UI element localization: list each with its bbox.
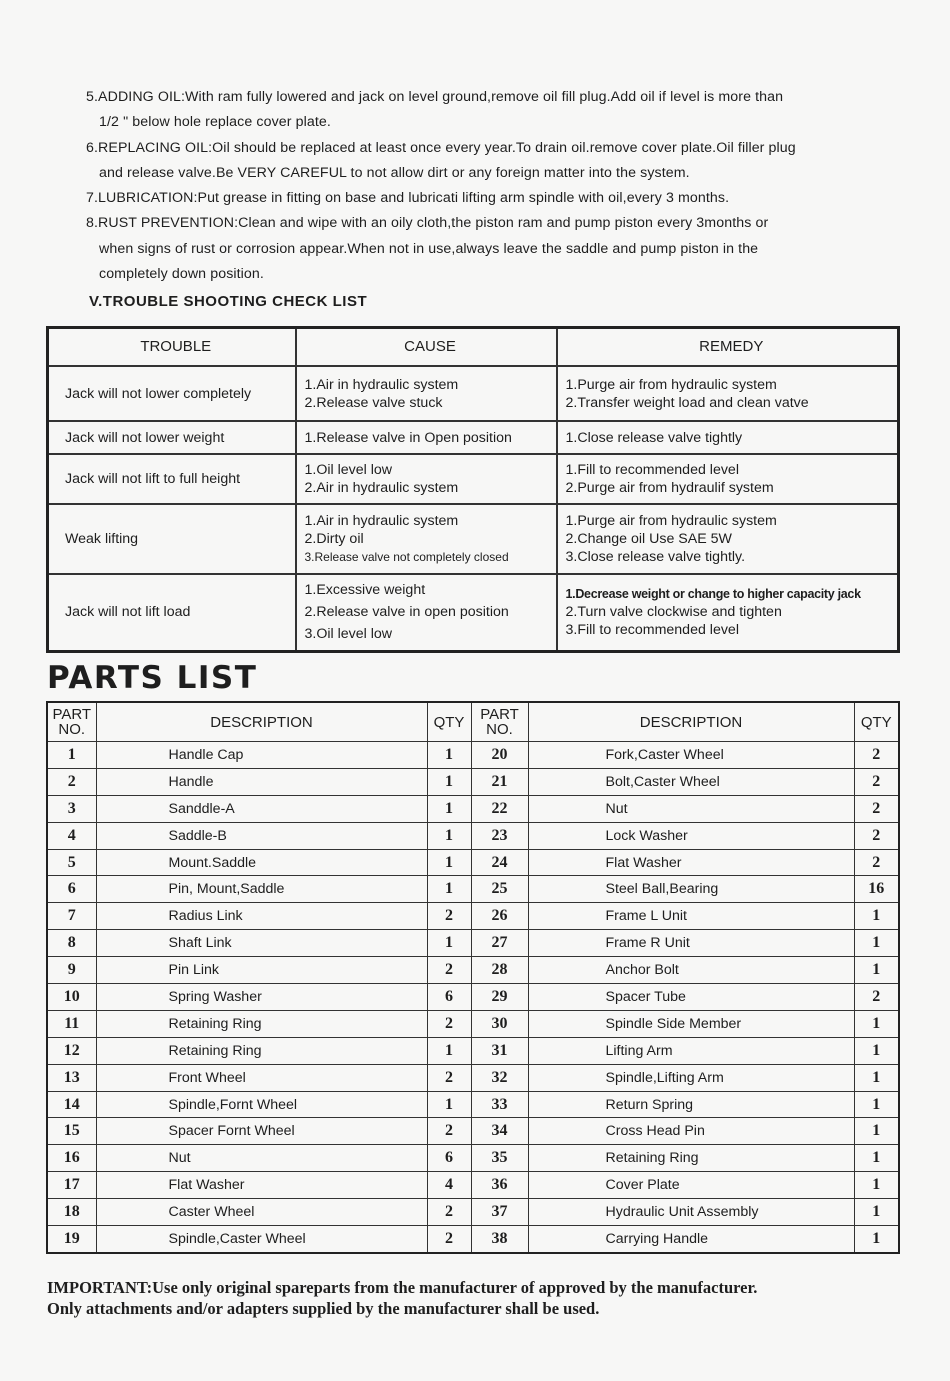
- table-row: [47, 1118, 899, 1145]
- table-row: [47, 768, 899, 795]
- cause-cell: [296, 366, 557, 421]
- part-quantity: 1: [854, 1145, 899, 1172]
- part-number: 28: [471, 957, 528, 984]
- part-number: 12: [47, 1037, 96, 1064]
- part-description: Bolt,Caster Wheel: [528, 768, 854, 795]
- table-row: [47, 1091, 899, 1118]
- important-line: IMPORTANT:Use only original spareparts from the manufacturer of approved by the manufacturer.: [47, 1278, 758, 1297]
- table-row: [48, 421, 899, 454]
- maintenance-instructions: [86, 85, 916, 287]
- part-quantity: 1: [427, 768, 471, 795]
- part-quantity: 1: [854, 957, 899, 984]
- part-quantity: 1: [427, 930, 471, 957]
- part-number: 31: [471, 1037, 528, 1064]
- important-line: Only attachments and/or adapters supplied by the manufacturer shall be used.: [47, 1299, 600, 1318]
- part-number: 7: [47, 903, 96, 930]
- part-quantity: 2: [427, 1064, 471, 1091]
- part-description: Cover Plate: [528, 1172, 854, 1199]
- part-number: 22: [471, 795, 528, 822]
- table-row: [47, 742, 899, 769]
- part-quantity: 1: [427, 849, 471, 876]
- remedy-item: 3.Close release valve tightly.: [565, 549, 746, 565]
- part-quantity: 2: [854, 768, 899, 795]
- table-row: [48, 574, 899, 651]
- instruction-line: 6.REPLACING OIL:Oil should be replaced at least once every year.To drain oil.remove cover plate.Oil filler plug: [86, 139, 796, 156]
- part-description: Return Spring: [528, 1091, 854, 1118]
- part-description: Flat Washer: [96, 1172, 427, 1199]
- part-quantity: 1: [854, 1199, 899, 1226]
- remedy-cell: [557, 574, 899, 651]
- cause-item: 2.Air in hydraulic system: [304, 480, 459, 496]
- part-quantity: 1: [427, 1037, 471, 1064]
- part-number: 4: [47, 822, 96, 849]
- part-number: 34: [471, 1118, 528, 1145]
- part-description: Spindle,Lifting Arm: [528, 1064, 854, 1091]
- part-quantity: 2: [854, 849, 899, 876]
- parts-list-title: PARTS LIST: [47, 660, 258, 696]
- part-quantity: 2: [427, 957, 471, 984]
- part-description: Steel Ball,Bearing: [528, 876, 854, 903]
- header-cause: CAUSE: [296, 328, 557, 367]
- part-description: Nut: [528, 795, 854, 822]
- part-quantity: 1: [427, 1091, 471, 1118]
- part-description: Pin Link: [96, 957, 427, 984]
- part-description: Retaining Ring: [96, 1037, 427, 1064]
- header-trouble: TROUBLE: [48, 328, 296, 367]
- trouble-cell: Jack will not lift load: [48, 574, 296, 651]
- troubleshooting-table: [46, 326, 900, 653]
- trouble-cell: Jack will not lift to full height: [48, 454, 296, 504]
- parts-table: [46, 701, 900, 1254]
- remedy-cell: [557, 504, 899, 574]
- part-quantity: 1: [427, 742, 471, 769]
- remedy-item: 1.Purge air from hydraulic system: [565, 376, 777, 393]
- part-number: 16: [47, 1145, 96, 1172]
- table-row: [47, 1172, 899, 1199]
- part-description: Retaining Ring: [528, 1145, 854, 1172]
- cause-item: 3.Release valve not completely closed: [304, 550, 509, 564]
- part-quantity: 1: [854, 1172, 899, 1199]
- part-quantity: 1: [427, 795, 471, 822]
- cause-cell: [296, 504, 557, 574]
- header-remedy: REMEDY: [557, 328, 899, 367]
- cause-item: 1.Excessive weight: [304, 582, 426, 599]
- cause-item: 2.Dirty oil: [304, 531, 364, 547]
- table-header-row: [47, 702, 899, 742]
- part-description: Saddle-B: [96, 822, 427, 849]
- part-description: Handle: [96, 768, 427, 795]
- part-description: Cross Head Pin: [528, 1118, 854, 1145]
- part-description: Nut: [96, 1145, 427, 1172]
- part-number: 32: [471, 1064, 528, 1091]
- table-row: [47, 930, 899, 957]
- part-number: 14: [47, 1091, 96, 1118]
- part-quantity: 1: [427, 876, 471, 903]
- part-quantity: 2: [427, 1118, 471, 1145]
- trouble-cell: Jack will not lower weight: [48, 421, 296, 454]
- table-row: [47, 822, 899, 849]
- part-description: Radius Link: [96, 903, 427, 930]
- part-quantity: 6: [427, 984, 471, 1011]
- part-description: Flat Washer: [528, 849, 854, 876]
- instruction-line: completely down position.: [99, 266, 264, 283]
- part-quantity: 1: [854, 1037, 899, 1064]
- part-number: 23: [471, 822, 528, 849]
- part-quantity: 2: [427, 1010, 471, 1037]
- part-number: 13: [47, 1064, 96, 1091]
- part-number: 29: [471, 984, 528, 1011]
- remedy-item: 1.Purge air from hydraulic system: [565, 513, 777, 529]
- part-description: Shaft Link: [96, 930, 427, 957]
- trouble-cell: Jack will not lower completely: [48, 366, 296, 421]
- part-number: 30: [471, 1010, 528, 1037]
- part-quantity: 1: [854, 1118, 899, 1145]
- table-row: [47, 1145, 899, 1172]
- part-quantity: 1: [854, 903, 899, 930]
- table-row: [47, 1037, 899, 1064]
- remedy-item: 1.Decrease weight or change to higher capacity jack: [565, 587, 861, 602]
- part-description: Front Wheel: [96, 1064, 427, 1091]
- header-part-no: PART NO.: [471, 702, 528, 742]
- instruction-line: 8.RUST PREVENTION:Clean and wipe with an oily cloth,the piston ram and pump piston every 3months or: [86, 215, 769, 232]
- part-quantity: 4: [427, 1172, 471, 1199]
- table-row: [47, 957, 899, 984]
- instruction-line: 1/2 " below hole replace cover plate.: [99, 114, 331, 131]
- part-quantity: 2: [854, 822, 899, 849]
- part-number: 2: [47, 768, 96, 795]
- part-quantity: 1: [854, 1010, 899, 1037]
- remedy-item: 2.Purge air from hydraulif system: [565, 480, 774, 496]
- part-description: Spring Washer: [96, 984, 427, 1011]
- part-number: 27: [471, 930, 528, 957]
- part-description: Frame R Unit: [528, 930, 854, 957]
- part-description: Spacer Tube: [528, 984, 854, 1011]
- instruction-line: when signs of rust or corrosion appear.When not in use,always leave the saddle and pump piston in the: [99, 240, 759, 257]
- part-number: 17: [47, 1172, 96, 1199]
- part-number: 21: [471, 768, 528, 795]
- instruction-line: 7.LUBRICATION:Put grease in fitting on base and lubricati lifting arm spindle with oil,every 3 months.: [86, 190, 730, 207]
- cause-cell: [296, 421, 557, 454]
- part-number: 5: [47, 849, 96, 876]
- part-description: Caster Wheel: [96, 1199, 427, 1226]
- table-row: [48, 454, 899, 504]
- header-qty: QTY: [854, 702, 899, 742]
- cause-item: 3.Oil level low: [304, 626, 393, 643]
- part-quantity: 1: [427, 822, 471, 849]
- table-row: [47, 849, 899, 876]
- table-row: [48, 366, 899, 421]
- trouble-cell: Weak lifting: [48, 504, 296, 574]
- part-quantity: 1: [854, 1226, 899, 1253]
- table-row: [48, 504, 899, 574]
- cause-item: 1.Air in hydraulic system: [304, 513, 459, 529]
- part-quantity: 1: [854, 1064, 899, 1091]
- part-number: 35: [471, 1145, 528, 1172]
- header-description: DESCRIPTION: [528, 702, 854, 742]
- remedy-item: 2.Transfer weight load and clean vatve: [565, 394, 809, 411]
- part-number: 18: [47, 1199, 96, 1226]
- instruction-line: and release valve.Be VERY CAREFUL to not allow dirt or any foreign matter into the system.: [99, 164, 690, 181]
- cause-item: 1.Release valve in Open position: [304, 429, 512, 446]
- part-quantity: 1: [854, 930, 899, 957]
- part-number: 3: [47, 795, 96, 822]
- table-row: [47, 876, 899, 903]
- table-header-row: [48, 328, 899, 367]
- part-description: Handle Cap: [96, 742, 427, 769]
- table-row: [47, 1226, 899, 1253]
- part-description: Anchor Bolt: [528, 957, 854, 984]
- remedy-cell: [557, 454, 899, 504]
- part-quantity: 2: [854, 984, 899, 1011]
- header-qty: QTY: [427, 702, 471, 742]
- part-description: Frame L Unit: [528, 903, 854, 930]
- part-number: 33: [471, 1091, 528, 1118]
- part-number: 1: [47, 742, 96, 769]
- part-description: Hydraulic Unit Assembly: [528, 1199, 854, 1226]
- header-description: DESCRIPTION: [96, 702, 427, 742]
- cause-cell: [296, 454, 557, 504]
- remedy-item: 2.Change oil Use SAE 5W: [565, 531, 732, 547]
- part-description: Spacer Fornt Wheel: [96, 1118, 427, 1145]
- part-number: 37: [471, 1199, 528, 1226]
- part-description: Lock Washer: [528, 822, 854, 849]
- part-quantity: 2: [854, 742, 899, 769]
- part-description: Carrying Handle: [528, 1226, 854, 1253]
- important-notice: [47, 1277, 757, 1319]
- remedy-item: 1.Fill to recommended level: [565, 462, 739, 478]
- part-description: Fork,Caster Wheel: [528, 742, 854, 769]
- part-number: 20: [471, 742, 528, 769]
- part-number: 24: [471, 849, 528, 876]
- remedy-cell: [557, 421, 899, 454]
- table-row: [47, 795, 899, 822]
- part-number: 15: [47, 1118, 96, 1145]
- part-description: Spindle Side Member: [528, 1010, 854, 1037]
- part-number: 26: [471, 903, 528, 930]
- part-quantity: 16: [854, 876, 899, 903]
- part-quantity: 2: [854, 795, 899, 822]
- part-quantity: 2: [427, 903, 471, 930]
- part-number: 9: [47, 957, 96, 984]
- part-number: 6: [47, 876, 96, 903]
- part-number: 19: [47, 1226, 96, 1253]
- troubleshooting-heading: V.TROUBLE SHOOTING CHECK LIST: [89, 293, 368, 310]
- remedy-cell: [557, 366, 899, 421]
- part-quantity: 6: [427, 1145, 471, 1172]
- part-number: 25: [471, 876, 528, 903]
- instruction-line: 5.ADDING OIL:With ram fully lowered and jack on level ground,remove oil fill plug.Add oil if level is more than: [86, 89, 784, 105]
- cause-cell: [296, 574, 557, 651]
- part-quantity: 2: [427, 1199, 471, 1226]
- cause-item: 2.Release valve stuck: [304, 394, 443, 411]
- table-row: [47, 1064, 899, 1091]
- remedy-item: 3.Fill to recommended level: [565, 622, 739, 639]
- part-quantity: 1: [854, 1091, 899, 1118]
- part-description: Mount.Saddle: [96, 849, 427, 876]
- part-quantity: 2: [427, 1226, 471, 1253]
- part-description: Lifting Arm: [528, 1037, 854, 1064]
- cause-item: 1.Air in hydraulic system: [304, 376, 459, 393]
- part-number: 36: [471, 1172, 528, 1199]
- table-row: [47, 984, 899, 1011]
- cause-item: 1.Oil level low: [304, 462, 393, 478]
- remedy-item: 1.Close release valve tightly: [565, 429, 743, 446]
- table-row: [47, 1199, 899, 1226]
- part-description: Pin, Mount,Saddle: [96, 876, 427, 903]
- table-row: [47, 903, 899, 930]
- remedy-item: 2.Turn valve clockwise and tighten: [565, 604, 782, 621]
- part-number: 8: [47, 930, 96, 957]
- table-row: [47, 1010, 899, 1037]
- part-description: Retaining Ring: [96, 1010, 427, 1037]
- part-number: 11: [47, 1010, 96, 1037]
- cause-item: 2.Release valve in open position: [304, 604, 509, 621]
- header-part-no: PART NO.: [47, 702, 96, 742]
- part-description: Spindle,Caster Wheel: [96, 1226, 427, 1253]
- part-number: 10: [47, 984, 96, 1011]
- part-description: Spindle,Fornt Wheel: [96, 1091, 427, 1118]
- part-number: 38: [471, 1226, 528, 1253]
- part-description: Sanddle-A: [96, 795, 427, 822]
